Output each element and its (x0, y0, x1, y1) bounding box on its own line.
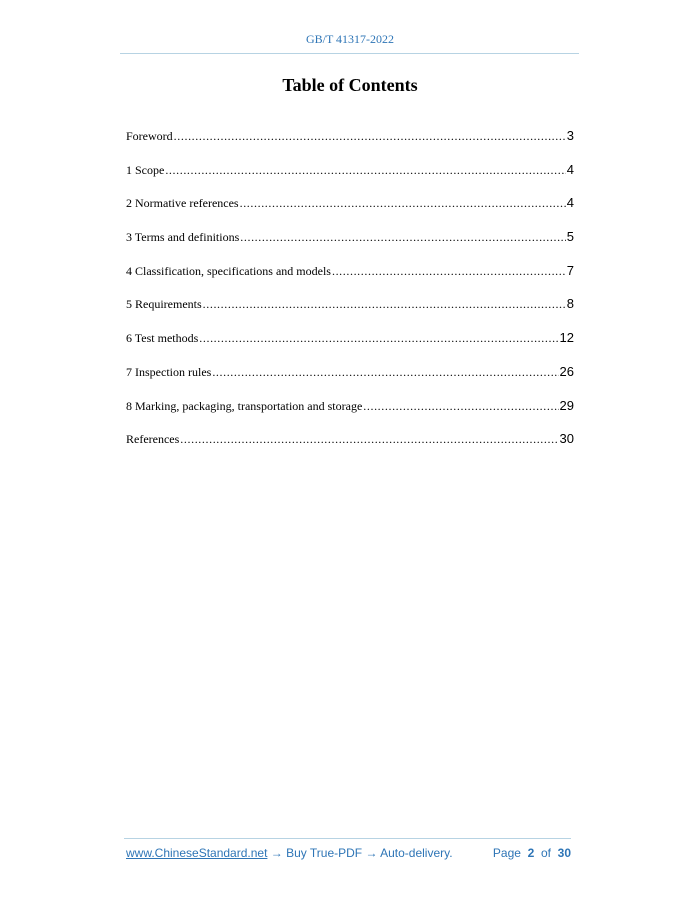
toc-leader-dots (165, 162, 565, 179)
toc-entry-label: References (126, 432, 180, 447)
current-page-number: 2 (527, 846, 535, 860)
page-title: Table of Contents (282, 75, 418, 95)
toc-entry-label: 2 Normative references (126, 196, 239, 211)
toc-entry-page: 12 (559, 330, 574, 346)
footer-promo (126, 846, 453, 860)
toc-entry-label: 4 Classification, specifications and models (126, 263, 331, 278)
toc-entry-label: 1 Scope (126, 162, 165, 177)
toc-leader-dots (199, 330, 558, 347)
toc-entry-page: 30 (559, 431, 574, 447)
running-header: GB/T 41317-2022 (305, 32, 395, 46)
toc-entry-marking-packaging[interactable] (126, 397, 574, 431)
toc-entry-requirements[interactable] (126, 295, 574, 329)
toc-leader-dots (240, 195, 566, 212)
toc-entry-references[interactable] (126, 430, 574, 464)
page-of-label: of (540, 846, 551, 860)
table-of-contents (126, 127, 574, 464)
toc-entry-page: 26 (559, 363, 574, 379)
toc-entry-label: 7 Inspection rules (126, 364, 212, 379)
toc-leader-dots (212, 364, 558, 381)
page-footer (126, 846, 571, 860)
toc-leader-dots (180, 431, 558, 448)
toc-entry-label: 3 Terms and definitions (126, 230, 240, 245)
toc-entry-inspection-rules[interactable] (126, 363, 574, 397)
toc-entry-page: 29 (559, 397, 574, 413)
header-divider (120, 53, 579, 54)
site-link[interactable]: www.ChineseStandard.net (126, 846, 268, 860)
toc-entry-page: 3 (566, 128, 574, 143)
toc-entry-page: 8 (566, 296, 574, 312)
toc-entry-page: 4 (566, 195, 574, 211)
page-prefix: Page (492, 846, 521, 860)
toc-entry-page: 5 (566, 229, 574, 245)
toc-entry-label: 8 Marking, packaging, transportation and storage (126, 398, 363, 413)
toc-entry-test-methods[interactable] (126, 329, 574, 363)
toc-entry-normative-references[interactable] (126, 194, 574, 228)
total-pages-number: 30 (557, 846, 571, 860)
toc-entry-foreword[interactable] (126, 127, 574, 161)
toc-leader-dots (174, 128, 566, 145)
toc-leader-dots (363, 398, 558, 415)
toc-leader-dots (332, 263, 566, 280)
toc-entry-terms-and-definitions[interactable] (126, 228, 574, 262)
promo-text: → Buy True-PDF → Auto-delivery. (267, 846, 453, 860)
toc-entry-page: 4 (566, 161, 574, 177)
toc-entry-label: 6 Test methods (126, 331, 199, 346)
toc-leader-dots (203, 296, 566, 313)
toc-leader-dots (240, 229, 566, 246)
toc-entry-scope[interactable] (126, 161, 574, 195)
toc-entry-classification[interactable] (126, 262, 574, 296)
toc-entry-label: Foreword (126, 129, 173, 143)
footer-divider (124, 838, 571, 839)
page-indicator (493, 846, 571, 860)
toc-entry-page: 7 (566, 262, 574, 278)
toc-entry-label: 5 Requirements (126, 297, 202, 312)
